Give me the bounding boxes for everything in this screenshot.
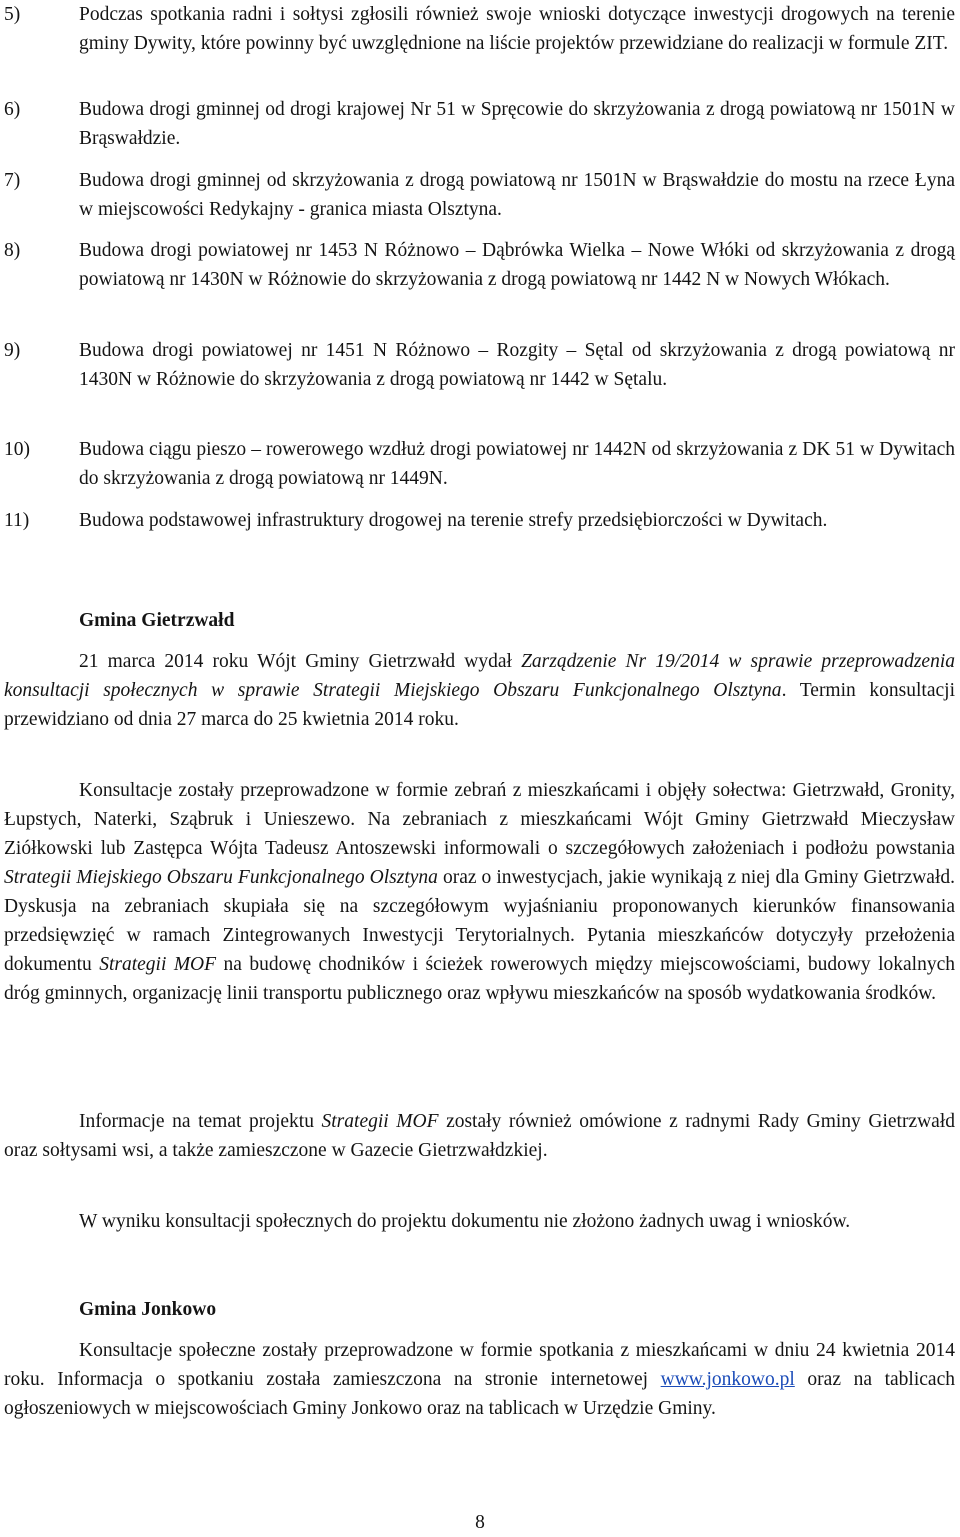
gietrzwald-p2-text: Konsultacje zostały przeprowadzone w formie zebrań z mieszkańcami i objęły sołectwa: Gietrzwałd, Gronity, Łupstych, Naterki, Sząbruk i Unieszewo. Na zebraniach z mieszkańcami Wójt Gminy Gietrzwałd Mieczysław Ziółkowski lub Zastępca Wójta Tadeusz Antoszewski informowali o szczegółowych założeniach i podłożu powstania <box>4 780 955 859</box>
gietrzwald-p3-text: Informacje na temat projektu <box>79 1111 322 1132</box>
jonkowo-p1-text: oraz na tablicach ogłoszeniowych w miejscowościach Gminy Jonkowo oraz na tablicach w Urzędzie Gminy. <box>4 1369 955 1419</box>
jonkowo-p1-text: Konsultacje społeczne zostały przeprowadzone w formie spotkania z mieszkańcami w dniu 24 kwietnia 2014 roku. Informacja o spotkaniu została zamieszczona na stronie internetowej <box>4 1340 955 1390</box>
list-number: 9) <box>4 340 21 361</box>
list-item-9 <box>4 336 955 394</box>
list-item-7 <box>4 166 955 224</box>
gietrzwald-p1-document-title: Zarządzenie Nr 19/2014 w sprawie przeprowadzenia konsultacji społecznych w sprawie Strategii Miejskiego Obszaru Funkcjonalnego Olsztyna <box>4 651 955 701</box>
list-text: Budowa drogi gminnej od drogi krajowej Nr 51 w Spręcowie do skrzyżowania z drogą powiatową nr 1501N w Brąswałdzie. <box>79 99 955 149</box>
list-text: Budowa podstawowej infrastruktury drogowej na terenie strefy przedsiębiorczości w Dywitach. <box>79 510 828 531</box>
section-heading-gietrzwald: Gmina Gietrzwałd <box>79 610 235 631</box>
gietrzwald-paragraph-3 <box>4 1107 955 1165</box>
list-number: 7) <box>4 170 21 191</box>
jonkowo-paragraph-1 <box>4 1336 955 1423</box>
list-item-5 <box>4 0 955 58</box>
gietrzwald-p2-text: oraz o inwestycjach, jakie wynikają z niej dla Gminy Gietrzwałd. Dyskusja na zebraniach skupiała się na szczegółowym wyjaśnianiu proponowanych kierunków finansowania przedsięwzięć w ramach Zintegrowanych Inwestycji Terytorialnych. Pytania mieszkańców dotyczyły przełożenia dokumentu <box>4 867 956 975</box>
list-text: Budowa drogi gminnej od skrzyżowania z drogą powiatową nr 1501N w Brąswałdzie do mostu na rzece Łyna w miejscowości Redykajny - granica miasta Olsztyna. <box>79 170 955 220</box>
list-item-8 <box>4 236 955 294</box>
gietrzwald-p1-text: . Termin konsultacji przewidziano od dnia 27 marca do 25 kwietnia 2014 roku. <box>4 680 955 730</box>
jonkowo-website-link[interactable]: www.jonkowo.pl <box>660 1369 795 1390</box>
list-text: Podczas spotkania radni i sołtysi zgłosili również swoje wnioski dotyczące inwestycji drogowych na terenie gminy Dywity, które powinny być uwzględnione na liście projektów przewidziane do realizacji w formule ZIT. <box>79 4 955 54</box>
list-number: 11) <box>4 510 30 531</box>
list-text: Budowa drogi powiatowej nr 1453 N Różnowo – Dąbrówka Wielka – Nowe Włóki od skrzyżowania z drogą powiatową nr 1430N w Różnowie do skrzyżowania z drogą powiatową nr 1442 N w Nowych Włókach. <box>79 240 955 290</box>
list-item-6 <box>4 95 955 153</box>
list-number: 5) <box>4 4 21 25</box>
gietrzwald-p3-text: zostały również omówione z radnymi Rady Gminy Gietrzwałd oraz sołtysami wsi, a także zamieszczone w Gazecie Gietrzwałdzkiej. <box>4 1111 956 1161</box>
list-text: Budowa ciągu pieszo – rowerowego wzdłuż drogi powiatowej nr 1442N od skrzyżowania z DK 51 w Dywitach do skrzyżowania z drogą powiatową nr 1449N. <box>79 439 955 489</box>
gietrzwald-p2-strategy-name: Strategii Miejskiego Obszaru Funkcjonalnego Olsztyna <box>4 867 438 888</box>
gietrzwald-p3-strategy-short: Strategii MOF <box>321 1111 439 1132</box>
list-number: 6) <box>4 99 21 120</box>
list-number: 10) <box>4 439 30 460</box>
gietrzwald-p2-text: na budowę chodników i ścieżek rowerowych między miejscowościami, budowy lokalnych dróg gminnych, organizację linii transportu publicznego oraz wpływu mieszkańców na sposób wydatkowania środków. <box>4 954 955 1004</box>
section-heading-jonkowo: Gmina Jonkowo <box>79 1299 217 1320</box>
gietrzwald-paragraph-1 <box>4 647 955 734</box>
page-number: 8 <box>475 1512 485 1533</box>
list-text: Budowa drogi powiatowej nr 1451 N Różnowo – Rozgity – Sętal od skrzyżowania z drogą powiatową nr 1430N w Różnowie do skrzyżowania z drogą powiatową nr 1442 w Sętalu. <box>79 340 955 390</box>
gietrzwald-paragraph-4: W wyniku konsultacji społecznych do projektu dokumentu nie złożono żadnych uwag i wniosków. <box>79 1211 851 1232</box>
gietrzwald-p1-text: 21 marca 2014 roku Wójt Gminy Gietrzwałd wydał <box>79 651 522 672</box>
gietrzwald-p2-strategy-short: Strategii MOF <box>99 954 217 975</box>
list-number: 8) <box>4 240 21 261</box>
list-item-10 <box>4 435 955 493</box>
gietrzwald-paragraph-2 <box>4 776 955 1008</box>
list-item-11 <box>4 506 955 535</box>
